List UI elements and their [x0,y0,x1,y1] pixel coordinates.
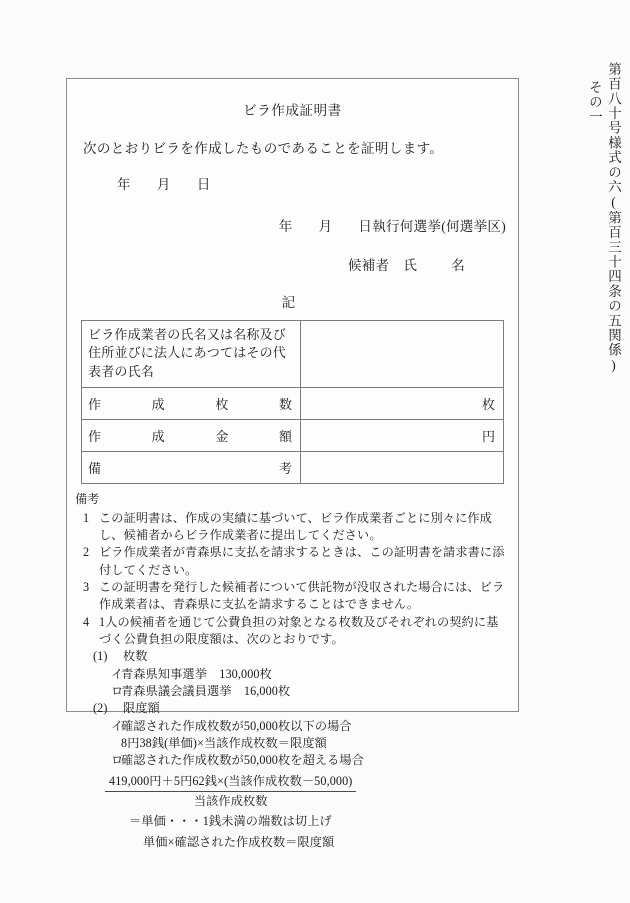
note-text: ビラ作成業者が青森県に支払を請求するときは、この証明書を請求書に添付してください。 [99,545,505,577]
sub-section-marker: (2) [93,701,108,716]
ki-marker: 記 [281,295,296,310]
election-line [67,215,518,235]
label-char: 枚 [215,397,229,413]
amount-label [82,420,300,451]
document-frame [66,78,519,849]
label-char: 成 [151,397,165,413]
sub-section-header [75,648,507,665]
sub-item-formula-simple: 8円38銭(単価)×当該作成枚数＝限度額 [121,735,327,750]
remarks-section [67,491,518,851]
note-text: この証明書は、作成の実績に基づいて、ビラ作成業者ごとに別々に作成し、候補者からビラ作成業者に提出してください。 [99,510,492,543]
sub-section-title: 枚数 [123,649,148,664]
table-cell-label [82,321,301,388]
remarks-note [75,579,507,614]
candidate-label: 候補者 [347,258,390,273]
table-row [82,388,504,420]
table-row [82,452,504,484]
table-cell-value[interactable] [301,388,504,420]
form-part-label: その一 [586,80,602,125]
remarks-note [75,544,507,579]
candidate-surname-label: 氏 [403,258,418,273]
candidate-line [67,254,518,274]
label-char: 成 [151,429,165,445]
label-char: 作 [88,429,102,445]
sub-section-header [75,700,507,717]
sub-item-text: 確認された作成枚数が50,000枚を超える場合 [121,753,365,768]
formula-result-line-1: ＝単価・・・1銭未満の端数は切上げ [129,814,332,829]
sub-section-item [75,752,507,769]
notes-field-value[interactable] [301,452,503,464]
issue-date-line [67,173,518,193]
note-text: この証明書を発行した候補者について供託物が没収された場合には、ビラ作成業者は、青森県に支払を請求することはできません。 [99,580,505,612]
lead-sentence: 次のとおりビラを作成したものであることを証明します。 [83,141,444,156]
sub-item-marker [93,735,121,752]
note-number: 1 [83,510,90,525]
notes-field-label [82,452,300,483]
table-cell-label [82,452,301,484]
sub-item-text: 青森県議会議員選挙 16,000枚 [121,683,291,698]
issue-date-day: 日 [196,177,211,192]
sub-item-marker: イ [111,666,124,681]
producer-name-label: ビラ作成業者の氏名又は名称及び住所並びに法人にあつてはその代表者の氏名 [88,327,287,379]
sub-item-marker: イ [111,718,124,733]
sheet-count-label [82,388,300,419]
note-text: 1人の候補者を通じて公費負担の対象となる枚数及びそれぞれの契約に基づく公費負担の限度額は、次のとおりです。 [99,614,499,646]
table-cell-value[interactable] [301,452,504,484]
remarks-note [75,510,507,545]
table-cell-label [82,420,301,452]
issue-date-month: 月 [156,177,171,192]
remarks-note [75,614,507,649]
sub-item-text: 青森県知事選挙 130,000枚 [121,666,272,681]
formula-result-line-2: 単価×確認された作成枚数＝限度額 [143,834,335,849]
table-row [82,321,504,388]
form-number-margin-label [585,62,622,374]
sub-section-title: 限度額 [123,701,160,716]
remarks-heading: 備考 [75,492,100,507]
label-char: 数 [278,397,292,413]
label-char: 考 [278,461,292,477]
note-number: 4 [83,614,90,629]
election-day-text: 日執行何選挙(何選挙区) [358,219,506,234]
table-cell-value[interactable] [301,321,504,388]
sub-item-marker: ロ [111,683,124,698]
sub-section-item [75,718,507,735]
sub-item-text: 確認された作成枚数が50,000枚以下の場合 [121,718,352,733]
table-cell-value[interactable] [301,420,504,452]
sub-section-item [75,683,507,700]
sheet-count-unit: 枚 [481,397,495,413]
issue-date-year: 年 [117,177,131,192]
amount-value[interactable] [301,420,503,451]
producer-name-value[interactable] [301,321,503,333]
label-char: 備 [88,461,102,477]
sheet-count-value[interactable] [301,388,503,419]
sub-section-marker: (1) [93,649,108,664]
election-month: 月 [318,219,333,234]
label-char: 金 [215,429,229,445]
label-char: 額 [278,429,292,445]
note-number: 2 [83,545,90,560]
label-char: 作 [88,397,102,413]
amount-unit: 円 [481,429,495,445]
limit-fraction [105,773,356,811]
certificate-table [81,320,504,484]
formula-block [75,770,507,851]
fraction-denominator: 当該作成枚数 [193,793,268,808]
election-year: 年 [278,219,293,234]
candidate-given-label: 名 [451,258,465,273]
sub-section-item [75,666,507,683]
sub-section-item [75,735,507,752]
page-title: ビラ作成証明書 [243,103,342,118]
table-cell-label [82,388,301,420]
form-number-label: 第百八十号様式の六(第百三十四条の五関係) [606,62,621,374]
table-row [82,420,504,452]
fraction-numerator: 419,000円＋5円62銭×(当該作成枚数－50,000) [105,773,356,792]
note-number: 3 [83,580,90,594]
sub-item-marker: ロ [111,753,124,768]
